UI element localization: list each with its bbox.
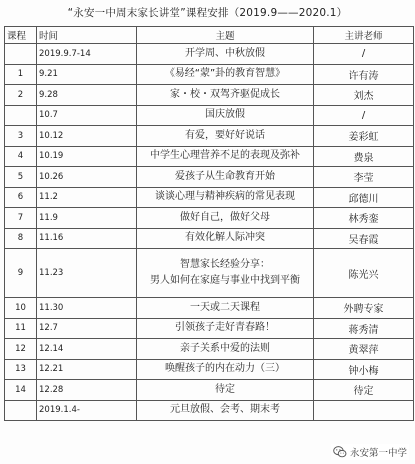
cell-topic: [137, 187, 314, 208]
topic-line: 元旦放假、会考、期末考: [170, 404, 280, 416]
wechat-icon: [333, 445, 347, 459]
cell-speaker: 许有涛: [314, 64, 414, 85]
table-header-row: [5, 27, 414, 44]
cell-speaker: 姜彩虹: [314, 126, 414, 147]
cell-number: 9: [5, 249, 37, 298]
table-row: [5, 359, 414, 380]
cell-time: 10.19: [37, 146, 137, 167]
cell-number: [5, 400, 37, 421]
table-row: [5, 187, 414, 208]
topic-line: 家・校・双驾齐驱促成长: [170, 88, 280, 100]
table-row: [5, 85, 414, 106]
cell-speaker: 黄翠萍: [314, 339, 414, 360]
cell-number: 10: [5, 298, 37, 319]
table-row: [5, 339, 414, 360]
cell-number: 13: [5, 359, 37, 380]
cell-number: 4: [5, 146, 37, 167]
topic-line: 中学生心理营养不足的表现及弥补: [150, 150, 300, 162]
cell-topic: [137, 228, 314, 249]
cell-number: 6: [5, 187, 37, 208]
table-row: [5, 146, 414, 167]
topic-line: 开学周、中秋放假: [185, 47, 265, 59]
table-row: [5, 380, 414, 401]
cell-time: 12.7: [37, 318, 137, 339]
table-row: [5, 208, 414, 229]
cell-number: 2: [5, 85, 37, 106]
cell-speaker: 待定: [314, 380, 414, 401]
cell-number: 11: [5, 318, 37, 339]
table-row: [5, 126, 414, 147]
cell-number: [5, 105, 37, 126]
cell-time: 12.14: [37, 339, 137, 360]
cell-speaker: 刘杰: [314, 85, 414, 106]
topic-line: 待定: [215, 383, 235, 395]
topic-line: 唤醒孩子的内在动力（三）: [165, 363, 285, 375]
cell-speaker: /: [314, 44, 414, 65]
table-body: [5, 44, 414, 421]
cell-number: 7: [5, 208, 37, 229]
cell-topic: [137, 85, 314, 106]
cell-topic: [137, 105, 314, 126]
cell-topic: [137, 126, 314, 147]
table-row: [5, 400, 414, 421]
cell-speaker: 外聘专家: [314, 298, 414, 319]
table-row: [5, 228, 414, 249]
header-speaker: 主讲老师: [314, 27, 414, 44]
cell-speaker: 李莹: [314, 167, 414, 188]
table-row: [5, 105, 414, 126]
cell-topic: [137, 400, 314, 421]
cell-topic: [137, 44, 314, 65]
cell-time: 11.23: [37, 249, 137, 298]
cell-time: 2019.9.7-14: [37, 44, 137, 65]
cell-speaker: 邱德川: [314, 187, 414, 208]
cell-speaker: 林秀銮: [314, 208, 414, 229]
cell-time: 12.21: [37, 359, 137, 380]
topic-line: 《易经“蒙”卦的教育智慧》: [164, 68, 286, 80]
cell-time: 12.28: [37, 380, 137, 401]
topic-line: 一天或二天课程: [190, 301, 260, 313]
schedule-table: [4, 26, 414, 421]
topic-line: 谈谈心理与精神疾病的常见表现: [155, 191, 295, 203]
table-row: [5, 64, 414, 85]
cell-topic: [137, 318, 314, 339]
header-time: 时间: [37, 27, 137, 44]
table-row: [5, 298, 414, 319]
cell-topic: [137, 298, 314, 319]
cell-speaker: 吴春霞: [314, 228, 414, 249]
cell-number: 5: [5, 167, 37, 188]
document-title: “永安一中周末家长讲堂”课程安排（2019.9——2020.1）: [67, 7, 348, 19]
cell-topic: [137, 249, 314, 298]
cell-time: 10.12: [37, 126, 137, 147]
cell-speaker: 陈光兴: [314, 249, 414, 298]
topic-line: 智慧家长经验分享：: [180, 259, 270, 270]
cell-number: 14: [5, 380, 37, 401]
topic-line: 男人如何在家庭与事业中找到平衡: [150, 275, 300, 286]
cell-speaker: /: [314, 105, 414, 126]
cell-number: 12: [5, 339, 37, 360]
table-row: [5, 44, 414, 65]
cell-time: 11.2: [37, 187, 137, 208]
cell-time: 10.7: [37, 105, 137, 126]
cell-topic: [137, 359, 314, 380]
watermark-text: 永安第一中学: [349, 448, 407, 459]
cell-number: [5, 44, 37, 65]
cell-time: 2019.1.4-: [37, 400, 137, 421]
topic-line: 有效化解人际冲突: [185, 232, 265, 244]
topic-line: 国庆放假: [205, 109, 245, 121]
table-row: [5, 167, 414, 188]
topic-line: 爱孩子从生命教育开始: [175, 170, 275, 182]
cell-time: 11.9: [37, 208, 137, 229]
cell-number: 3: [5, 126, 37, 147]
cell-time: 11.16: [37, 228, 137, 249]
cell-topic: [137, 339, 314, 360]
cell-time: 9.21: [37, 64, 137, 85]
cell-topic: [137, 146, 314, 167]
cell-number: 8: [5, 228, 37, 249]
cell-topic: [137, 208, 314, 229]
cell-number: 1: [5, 64, 37, 85]
watermark: [331, 444, 409, 460]
cell-topic: [137, 64, 314, 85]
header-number: 课程: [5, 27, 37, 44]
cell-speaker: [314, 400, 414, 421]
topic-line: 亲子关系中爱的法则: [180, 342, 270, 354]
topic-line: 有爱，要好好说话: [185, 129, 265, 141]
cell-speaker: 费泉: [314, 146, 414, 167]
cell-time: 9.28: [37, 85, 137, 106]
cell-topic: [137, 167, 314, 188]
header-topic: 主题: [137, 27, 314, 44]
cell-time: 11.30: [37, 298, 137, 319]
cell-time: 10.26: [37, 167, 137, 188]
cell-speaker: 钟小梅: [314, 359, 414, 380]
cell-speaker: 蒋秀清: [314, 318, 414, 339]
topic-line: 引领孩子走好青春路！: [175, 322, 275, 334]
cell-topic: [137, 380, 314, 401]
table-row: [5, 318, 414, 339]
table-row: [5, 249, 414, 298]
topic-line: 做好自己，做好父母: [180, 211, 270, 223]
